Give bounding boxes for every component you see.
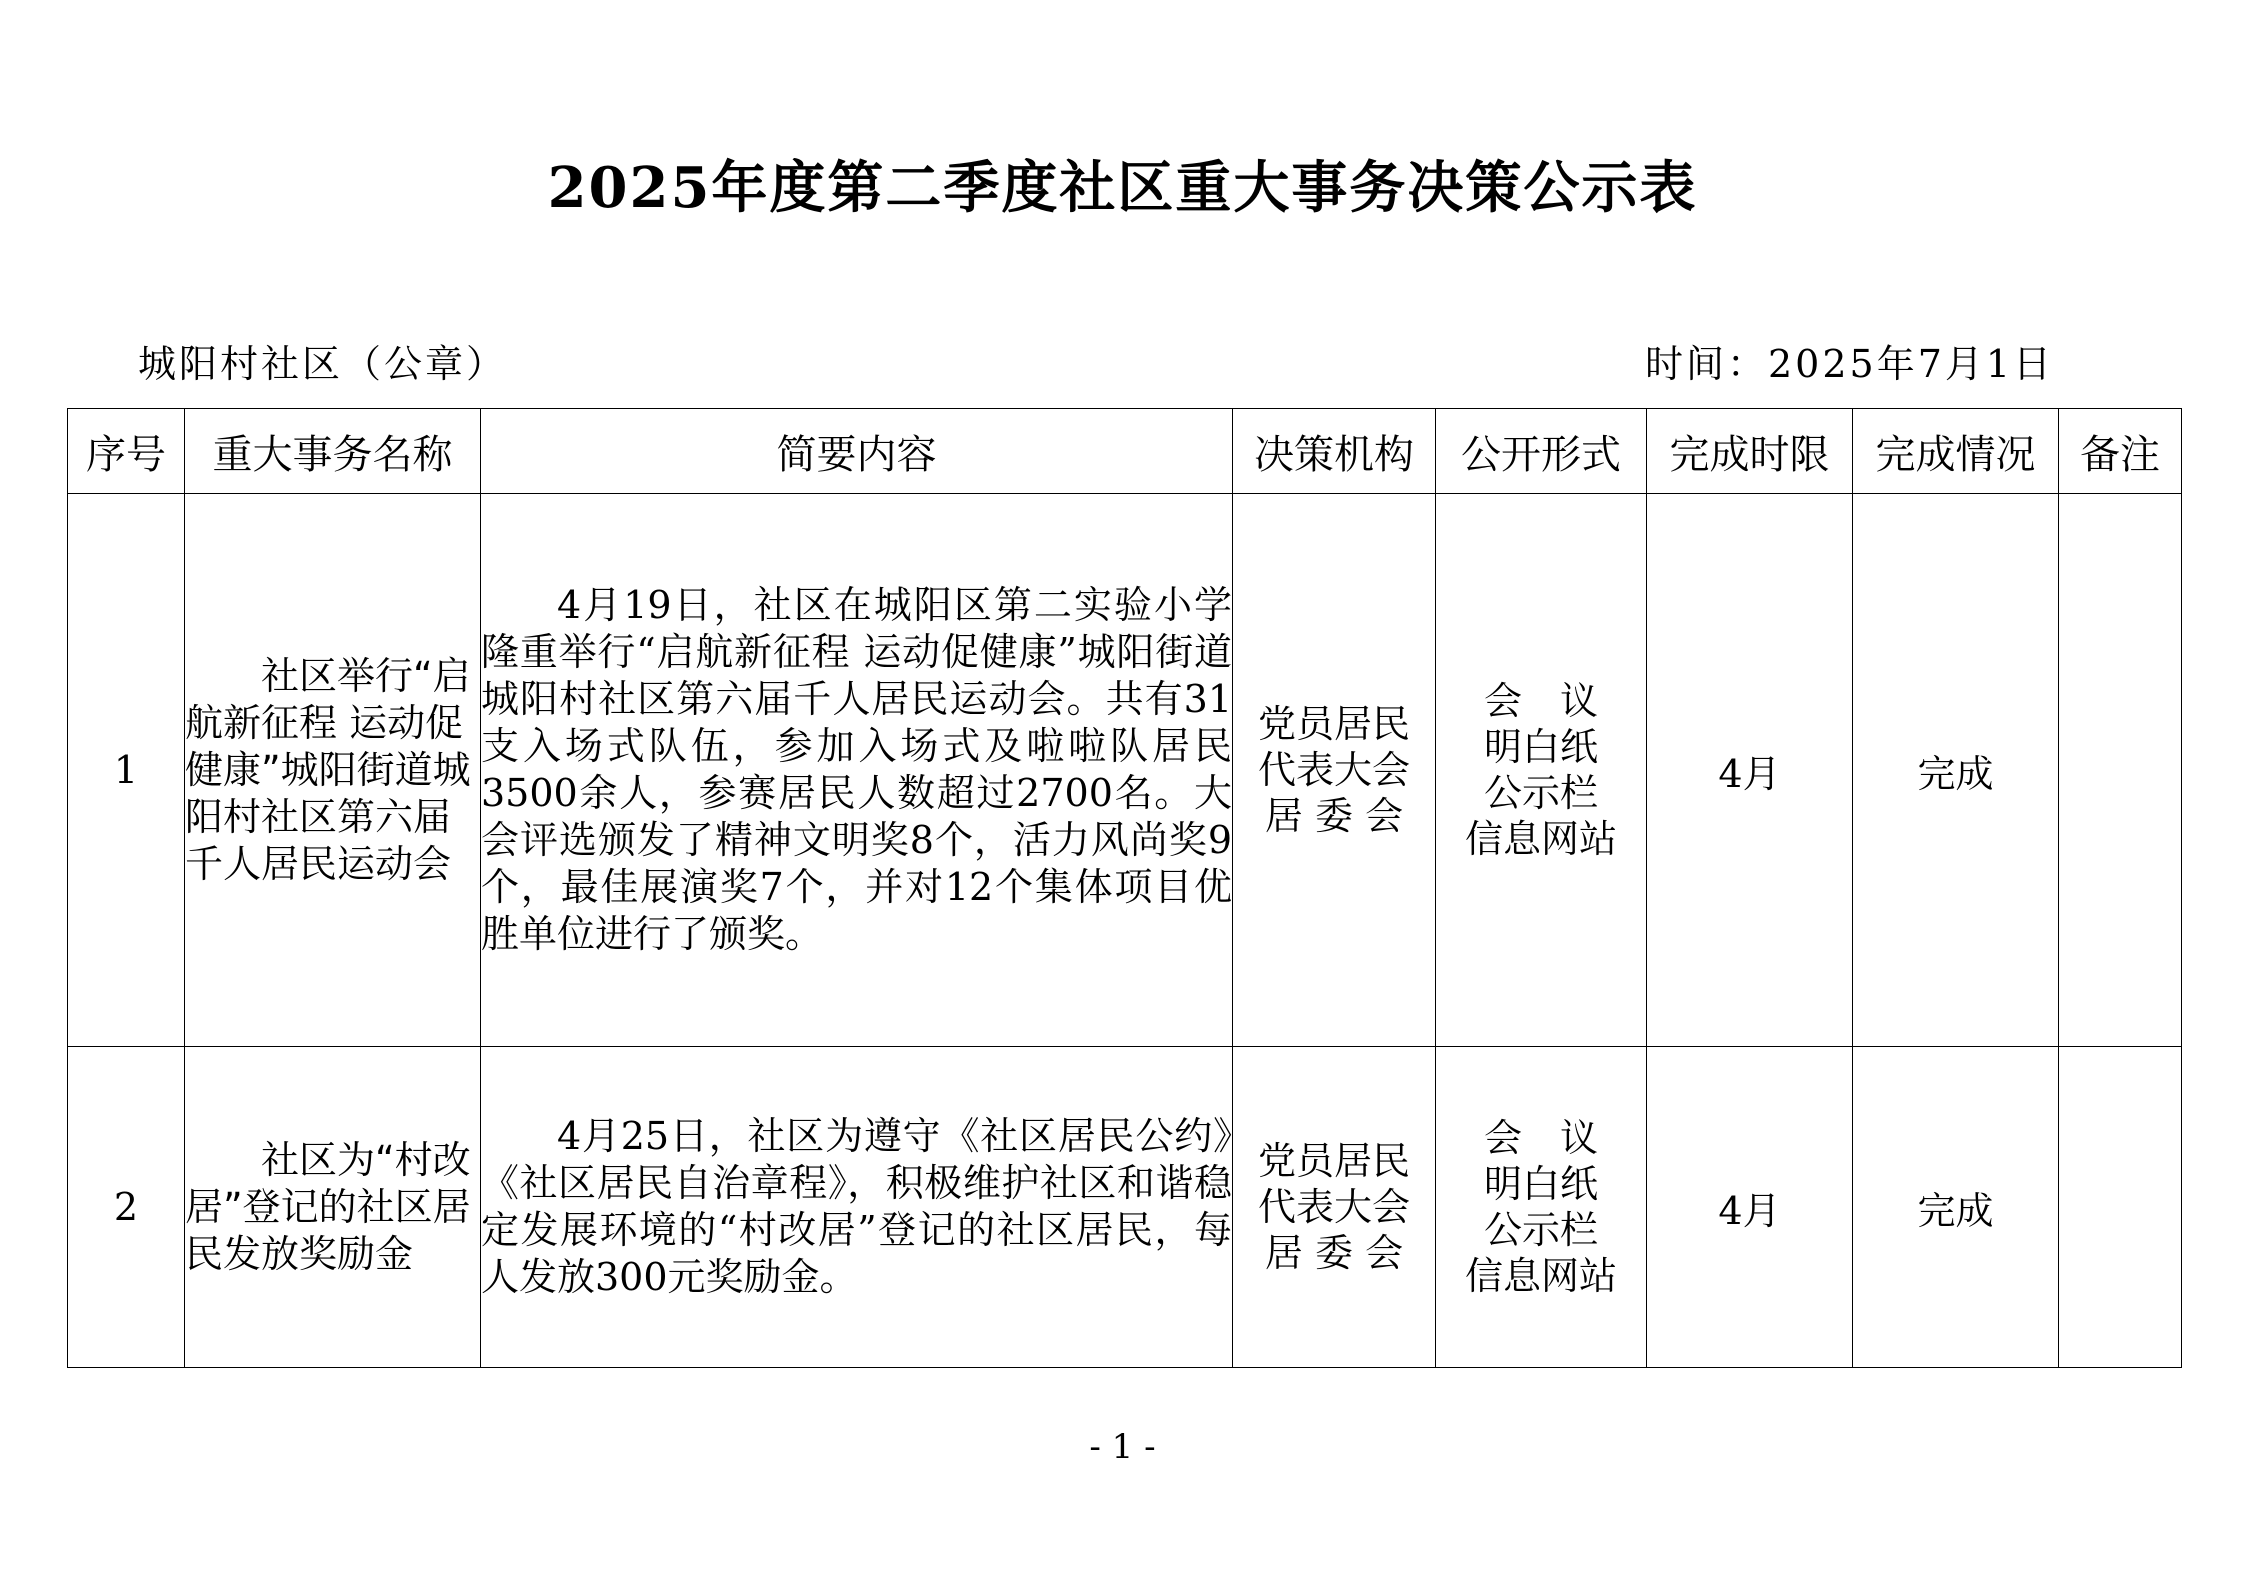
page-title: 2025年度第二季度社区重大事务决策公示表 (547, 155, 1698, 221)
disclosure-form-line: 公示栏 (1483, 771, 1598, 815)
table-row (68, 1047, 2182, 1368)
header-status: 完成情况 (1853, 409, 2059, 494)
remark (2059, 1047, 2182, 1368)
disclosure-form-line: 明白纸 (1483, 725, 1598, 769)
disclosure-form (1436, 494, 1647, 1047)
community-seal-label: 城阳村社区（公章） (138, 342, 508, 386)
header-index: 序号 (68, 409, 185, 494)
disclosure-form-line: 会 议 (1483, 679, 1598, 723)
deadline: 4月 (1647, 1047, 1853, 1368)
decision-body-line: 居 委 会 (1264, 1231, 1404, 1275)
matter-summary: 4月19日，社区在城阳区第二实验小学隆重举行“启航新征程 运动促健康”城阳街道城阳村社区第六届千人居民运动会。共有31支入场式队伍，参加入场式及啦啦队居民3500余人，参赛居民人数超过2700名。大会评选颁发了精神文明奖8个，活力风尚奖9个，最佳展演奖7个，并对12个集体项目优胜单位进行了颁奖。 (481, 494, 1233, 1047)
completion-status: 完成 (1853, 494, 2059, 1047)
row-index: 1 (68, 494, 185, 1047)
decision-body-line: 居 委 会 (1264, 794, 1404, 838)
remark (2059, 494, 2182, 1047)
header-deadline: 完成时限 (1647, 409, 1853, 494)
decision-body (1233, 1047, 1436, 1368)
header-summary: 简要内容 (481, 409, 1233, 494)
matter-name: 社区举行“启航新征程 运动促健康”城阳街道城阳村社区第六届千人居民运动会 (185, 494, 481, 1047)
header-disclosure-form: 公开形式 (1436, 409, 1647, 494)
decision-table (67, 408, 2182, 1368)
decision-body (1233, 494, 1436, 1047)
completion-status: 完成 (1853, 1047, 2059, 1368)
header-matter-name: 重大事务名称 (185, 409, 481, 494)
row-index: 2 (68, 1047, 185, 1368)
decision-body-line: 党员居民 (1257, 1139, 1410, 1183)
table-row (68, 494, 2182, 1047)
deadline: 4月 (1647, 494, 1853, 1047)
decision-body-line: 代表大会 (1257, 748, 1410, 792)
matter-name: 社区为“村改居”登记的社区居民发放奖励金 (185, 1047, 481, 1368)
page-number: - 1 - (1089, 1427, 1156, 1467)
matter-summary: 4月25日，社区为遵守《社区居民公约》《社区居民自治章程》，积极维护社区和谐稳定发展环境的“村改居”登记的社区居民，每人发放300元奖励金。 (481, 1047, 1233, 1368)
header-decision-body: 决策机构 (1233, 409, 1436, 494)
decision-body-line: 党员居民 (1257, 702, 1410, 746)
header-remark: 备注 (2059, 409, 2182, 494)
disclosure-form-line: 公示栏 (1483, 1208, 1598, 1252)
disclosure-form-line: 明白纸 (1483, 1162, 1598, 1206)
disclosure-form-line: 信息网站 (1464, 1254, 1617, 1298)
disclosure-form-line: 信息网站 (1464, 817, 1617, 861)
disclosure-form (1436, 1047, 1647, 1368)
disclosure-form-line: 会 议 (1483, 1116, 1598, 1160)
publication-date: 时间：2025年7月1日 (1645, 342, 2055, 386)
table-header-row (68, 409, 2182, 494)
decision-body-line: 代表大会 (1257, 1185, 1410, 1229)
